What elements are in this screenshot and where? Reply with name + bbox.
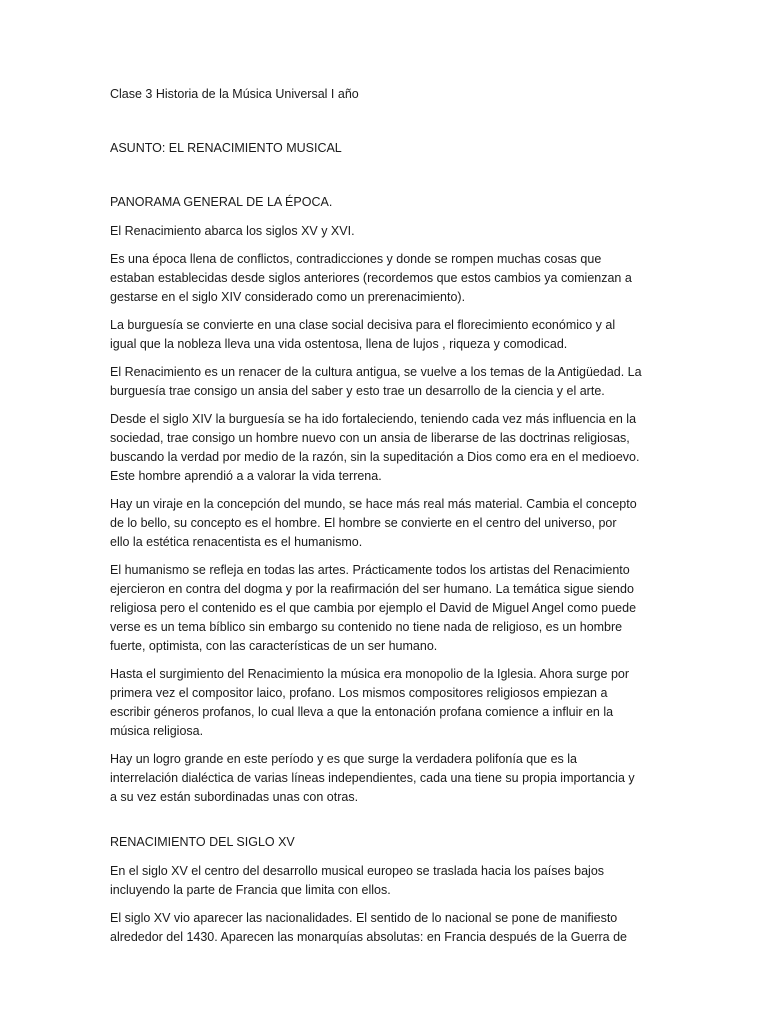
- paragraph-line: Es una época llena de conflictos, contradicciones y donde se rompen muchas cosas que: [110, 252, 602, 266]
- paragraph-line: gestarse en el siglo XIV considerado como un prerenacimiento).: [110, 290, 466, 304]
- paragraph-line: religiosa pero el contenido es el que cambia por ejemplo el David de Miguel Angel como puede: [110, 601, 637, 615]
- paragraph-line: Hay un logro grande en este período y es que surge la verdadera polifonía que es la: [110, 752, 577, 766]
- paragraph-line: Este hombre aprendió a a valorar la vida terrena.: [110, 469, 382, 483]
- paragraph: [110, 561, 668, 656]
- paragraph: [110, 222, 668, 241]
- paragraph-line: escribir géneros profanos, lo cual lleva a que la entonación profana comience a influir en la: [110, 705, 614, 719]
- paragraph-line: de lo bello, su concepto es el hombre. El hombre se convierte en el centro del universo, por: [110, 516, 617, 530]
- paragraph-line: En el siglo XV el centro del desarrollo musical europeo se traslada hacia los países bajos: [110, 864, 605, 878]
- paragraph-line: Hay un viraje en la concepción del mundo, se hace más real más material. Cambia el concepto: [110, 497, 637, 511]
- paragraph-line: incluyendo la parte de Francia que limita con ellos.: [110, 883, 391, 897]
- paragraph-line: El humanismo se refleja en todas las artes. Prácticamente todos los artistas del Renacimiento: [110, 563, 630, 577]
- paragraph-line: sociedad, trae consigo un hombre nuevo con un ansia de liberarse de las doctrinas religiosas,: [110, 431, 630, 445]
- paragraph-line: música religiosa.: [110, 724, 204, 738]
- paragraph-line: fuerte, optimista, con las características de un ser humano.: [110, 639, 438, 653]
- paragraph: [110, 250, 668, 307]
- paragraph-line: Hasta el surgimiento del Renacimiento la música era monopolio de la Iglesia. Ahora surge por: [110, 667, 630, 681]
- paragraph: [110, 410, 668, 486]
- section-siglo-xv-body: [110, 862, 668, 947]
- paragraph: [110, 862, 668, 900]
- paragraph-line: igual que la nobleza lleva una vida ostentosa, llena de lujos , riqueza y comodicad.: [110, 337, 568, 351]
- paragraph-line: primera vez el compositor laico, profano. Los mismos compositores religiosos empiezan a: [110, 686, 608, 700]
- paragraph: [110, 316, 668, 354]
- section-panorama-body: [110, 222, 668, 807]
- paragraph-line: burguesía trae consigo un ansia del saber y esto trae un desarrollo de la ciencia y el arte.: [110, 384, 605, 398]
- paragraph-line: Desde el siglo XIV la burguesía se ha ido fortaleciendo, teniendo cada vez más influencia en la: [110, 412, 637, 426]
- paragraph: [110, 909, 668, 947]
- document-topic: ASUNTO: EL RENACIMIENTO MUSICAL: [110, 141, 342, 155]
- paragraph-line: a su vez están subordinadas unas con otras.: [110, 790, 359, 804]
- document-title: Clase 3 Historia de la Música Universal I año: [110, 87, 359, 101]
- paragraph: [110, 750, 668, 807]
- section-heading-panorama: PANORAMA GENERAL DE LA ÉPOCA.: [110, 195, 333, 209]
- paragraph-line: El Renacimiento abarca los siglos XV y XVI.: [110, 224, 355, 238]
- paragraph-line: La burguesía se convierte en una clase social decisiva para el florecimiento económico y al: [110, 318, 616, 332]
- paragraph-line: El Renacimiento es un renacer de la cultura antigua, se vuelve a los temas de la Antigüedad. La: [110, 365, 642, 379]
- paragraph: [110, 495, 668, 552]
- paragraph-line: buscando la verdad por medio de la razón, sin la supeditación a Dios como era en el medioevo.: [110, 450, 640, 464]
- paragraph: [110, 363, 668, 401]
- paragraph-line: interrelación dialéctica de varias líneas independientes, cada una tiene su propia importancia y: [110, 771, 635, 785]
- paragraph-line: ello la estética renacentista es el humanismo.: [110, 535, 363, 549]
- paragraph: [110, 665, 668, 741]
- paragraph-line: alrededor del 1430. Aparecen las monarquías absolutas: en Francia después de la Guerra de: [110, 930, 627, 944]
- paragraph-line: verse es un tema bíblico sin embargo su contenido no tiene nada de religioso, es un hombre: [110, 620, 623, 634]
- section-heading-siglo-xv: RENACIMIENTO DEL SIGLO XV: [110, 835, 295, 849]
- paragraph-line: estaban establecidas desde siglos anteriores (recordemos que estos cambios ya comienzan a: [110, 271, 632, 285]
- paragraph-line: ejercieron en contra del dogma y por la reafirmación del ser humano. La temática sigue siendo: [110, 582, 634, 596]
- paragraph-line: El siglo XV vio aparecer las nacionalidades. El sentido de lo nacional se pone de manifiesto: [110, 911, 618, 925]
